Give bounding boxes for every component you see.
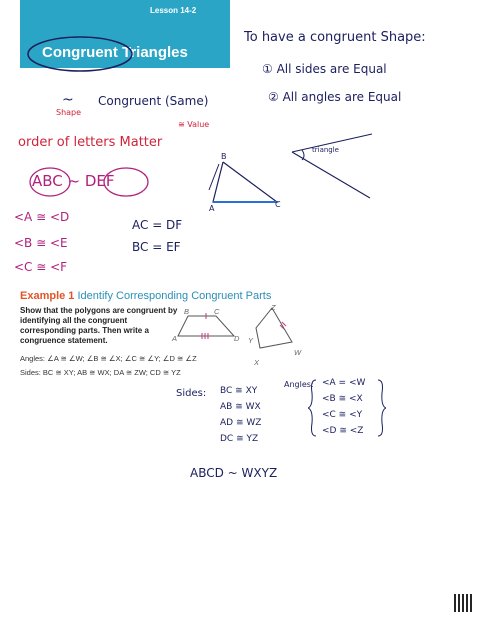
triangle-sketch bbox=[205, 150, 285, 215]
angle-c-f: <C ≅ <F bbox=[14, 260, 68, 274]
example-subtitle: Identify Corresponding Congruent Parts bbox=[77, 290, 272, 302]
congruence-statement: ABCD ~ WXYZ bbox=[190, 466, 278, 480]
work-angle-3: <C ≅ <Y bbox=[322, 410, 363, 420]
example-heading bbox=[20, 290, 271, 302]
rule-sides-equal: ① All sides are Equal bbox=[262, 62, 387, 76]
fig-label-a: A bbox=[172, 334, 178, 343]
fig-label-x: X bbox=[254, 358, 260, 367]
angle-a-d: <A ≅ <D bbox=[14, 210, 70, 224]
abc-def-circles bbox=[26, 164, 166, 200]
work-side-3: AD ≅ WZ bbox=[220, 418, 262, 428]
work-angle-1: <A = <W bbox=[322, 378, 366, 388]
congruent-shape-title: To have a congruent Shape: bbox=[244, 30, 426, 45]
work-side-4: DC ≅ YZ bbox=[220, 434, 259, 444]
ac-df-equation: AC = DF bbox=[132, 218, 183, 232]
quadrilaterals-figure bbox=[172, 302, 302, 354]
rule-angles-equal: ② All angles are Equal bbox=[268, 90, 402, 104]
fig-label-d: D bbox=[234, 334, 240, 343]
triangle-label-a: A bbox=[209, 204, 215, 213]
example-label: Example 1 bbox=[20, 290, 75, 302]
angle-sketch bbox=[290, 132, 375, 202]
fig-label-z: Z bbox=[271, 303, 276, 312]
shape-note: Shape bbox=[56, 108, 82, 117]
lesson-title: Congruent Triangles bbox=[42, 44, 188, 61]
fig-label-y: Y bbox=[248, 336, 254, 345]
work-side-2: AB ≅ WX bbox=[220, 402, 261, 412]
congruent-same-note: Congruent (Same) bbox=[98, 94, 209, 108]
bc-ef-equation: BC = EF bbox=[132, 240, 181, 254]
triangle-word-note: triangle bbox=[312, 146, 339, 154]
example-sides: Sides: BC ≅ XY; AB ≅ WX; DA ≅ ZW; CD ≅ YZ bbox=[20, 368, 181, 377]
fig-label-b: B bbox=[184, 307, 190, 316]
triangle-label-c: C bbox=[275, 200, 281, 209]
work-angles-label: Angles: bbox=[284, 380, 314, 389]
angles-braces bbox=[308, 378, 386, 438]
order-matters-note: order of letters Matter bbox=[18, 135, 163, 150]
abc-def-statement: ABC ~ DEF bbox=[32, 172, 115, 190]
work-sides-label: Sides: bbox=[176, 388, 207, 399]
work-angle-4: <D ≅ <Z bbox=[322, 426, 364, 436]
fig-label-c: C bbox=[214, 307, 220, 316]
fig-label-w: W bbox=[294, 348, 302, 357]
work-angle-2: <B ≅ <X bbox=[322, 394, 363, 404]
example-prompt: Show that the polygons are congruent by identifying all the congruent corresponding parts. Then write a congruence statement. bbox=[20, 306, 178, 345]
angle-b-e: <B ≅ <E bbox=[14, 236, 68, 250]
value-note: ≅ Value bbox=[178, 120, 210, 129]
work-side-1: BC ≅ XY bbox=[220, 386, 258, 396]
triangle-label-b: B bbox=[221, 152, 227, 161]
example-angles: Angles: ∠A ≅ ∠W; ∠B ≅ ∠X; ∠C ≅ ∠Y; ∠D ≅ ∠Z bbox=[20, 354, 197, 363]
qr-code-icon bbox=[454, 594, 472, 612]
tilde-symbol: ~ bbox=[62, 92, 74, 108]
title-circle-annotation bbox=[26, 34, 134, 74]
lesson-number: Lesson 14-2 bbox=[150, 6, 197, 15]
